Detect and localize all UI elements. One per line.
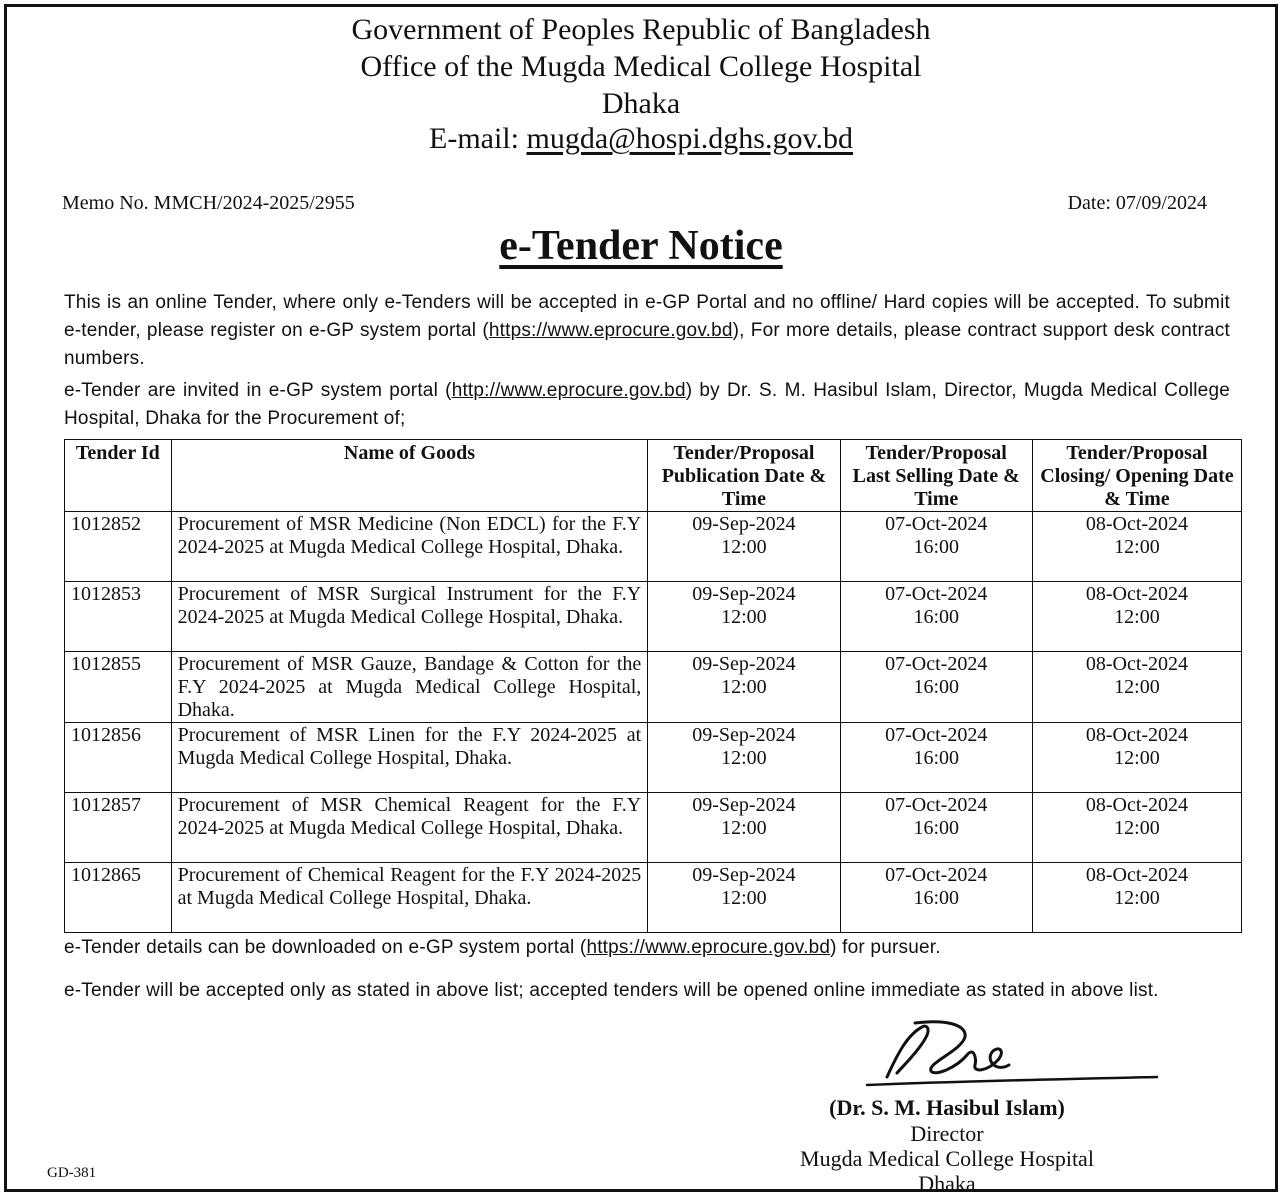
cell-closing-close-time: 12:00 [1114,817,1160,839]
cell-publication-pub-date: 09-Sep-2024 [692,864,796,886]
table-header-row [65,440,1242,512]
cell-last-selling [840,652,1032,723]
cell-publication-pub-time: 12:00 [721,887,767,909]
cell-last-selling-sell-date: 07-Oct-2024 [885,724,988,746]
header-publication: Tender/Proposal Publication Date & Time [648,440,840,512]
cell-last-selling-sell-time: 16:00 [913,747,960,769]
cell-last-selling-sell-date: 07-Oct-2024 [885,513,988,535]
cell-closing [1032,582,1241,652]
cell-closing-close-date: 08-Oct-2024 [1085,864,1189,886]
cell-closing [1032,512,1241,582]
table-row [65,652,1242,723]
cell-publication [648,652,840,723]
cell-tender-id [65,512,172,582]
cell-last-selling [840,863,1032,933]
cell-publication-pub-date: 09-Sep-2024 [692,724,796,746]
header-office: Office of the Mugda Medical College Hospital [360,50,922,83]
cell-tender-id-id: 1012856 [71,724,141,746]
cell-closing [1032,793,1241,863]
notice-page [4,4,1278,1196]
cell-last-selling [840,723,1032,793]
page-title: e-Tender Notice [499,223,783,269]
memo-number: Memo No. MMCH/2024-2025/2955 [62,192,355,214]
cell-tender-id [65,863,172,933]
notice-date: Date: 07/09/2024 [1067,192,1207,214]
tender-table [64,439,1242,933]
cell-publication-pub-time: 12:00 [721,676,767,698]
cell-publication-pub-date: 09-Sep-2024 [692,794,796,816]
cell-publication-pub-date: 09-Sep-2024 [692,653,796,675]
intro-paragraph-1: This is an online Tender, where only e-Tenders will be accepted in e-GP Portal and no offline/ Hard copies will be accepted. To submit e-tender, please register on e-GP system portal (https://www.eprocure.gov.bd), For more details, please contract support desk contract numbers. [64,292,1231,369]
header-email-line [7,120,1275,158]
cell-tender-id-id: 1012857 [71,794,141,816]
cell-publication [648,863,840,933]
cell-last-selling-sell-date: 07-Oct-2024 [885,794,988,816]
cell-name-of-goods [171,512,648,582]
eprocure-link[interactable]: https://www.eprocure.gov.bd [488,320,733,341]
header-government: Government of Peoples Republic of Bangladesh [351,13,931,46]
eprocure-link[interactable]: https://www.eprocure.gov.bd [586,937,831,958]
cell-publication-pub-time: 12:00 [721,606,767,628]
cell-publication-pub-time: 12:00 [721,747,767,769]
details-note: e-Tender details can be downloaded on e-GP system portal (https://www.eprocure.gov.bd) for pursuer. [64,937,941,958]
cell-name-of-goods-name: Procurement of MSR Linen for the F.Y 2024-2025 at Mugda Medical College Hospital, Dhaka. [177,724,642,769]
cell-tender-id-id: 1012852 [71,513,141,535]
cell-closing-close-date: 08-Oct-2024 [1085,653,1189,675]
cell-name-of-goods [171,863,648,933]
intro-paragraph-2: e-Tender are invited in e-GP system portal (http://www.eprocure.gov.bd) by Dr. S. M. Hasibul Islam, Director, Mugda Medical College Hospital, Dhaka for the Procurement of; [64,380,1230,429]
cell-closing-close-time: 12:00 [1114,887,1160,909]
cell-closing-close-time: 12:00 [1114,606,1160,628]
header-city: Dhaka [601,87,681,120]
cell-closing-close-time: 12:00 [1114,676,1160,698]
email-address[interactable]: mugda@hospi.dghs.gov.bd [526,122,853,155]
cell-name-of-goods [171,723,648,793]
cell-name-of-goods [171,793,648,863]
cell-publication [648,512,840,582]
cell-tender-id [65,652,172,723]
cell-name-of-goods-name: Procurement of MSR Surgical Instrument for the F.Y 2024-2025 at Mugda Medical College Hospital, Dhaka. [177,583,642,628]
header-closing: Tender/Proposal Closing/ Opening Date & Time [1032,440,1241,512]
signatory-office: Mugda Medical College Hospital [800,1146,1094,1171]
table-row [65,512,1242,582]
cell-tender-id [65,582,172,652]
cell-closing-close-date: 08-Oct-2024 [1085,794,1189,816]
cell-closing-close-time: 12:00 [1114,747,1160,769]
acceptance-note: e-Tender will be accepted only as stated in above list; accepted tenders will be opened online immediate as stated in above list. [64,980,1159,1001]
cell-closing [1032,723,1241,793]
table-row [65,863,1242,933]
header-last-selling: Tender/Proposal Last Selling Date & Time [840,440,1032,512]
table-row [65,793,1242,863]
cell-last-selling-sell-date: 07-Oct-2024 [885,653,988,675]
cell-last-selling-sell-time: 16:00 [913,676,960,698]
signatory-name: (Dr. S. M. Hasibul Islam) [829,1095,1065,1120]
cell-tender-id [65,793,172,863]
cell-publication-pub-date: 09-Sep-2024 [692,513,796,535]
cell-last-selling [840,512,1032,582]
table-row [65,723,1242,793]
cell-closing-close-date: 08-Oct-2024 [1085,583,1189,605]
header-name-of-goods: Name of Goods [171,440,648,512]
cell-name-of-goods-name: Procurement of MSR Gauze, Bandage & Cotton for the F.Y 2024-2025 at Mugda Medical College Hospital, Dhaka. [177,653,642,721]
header-tender-id: Tender Id [65,440,172,512]
cell-last-selling [840,582,1032,652]
form-code: GD-381 [47,1165,97,1181]
cell-last-selling-sell-date: 07-Oct-2024 [885,864,988,886]
signature-icon [827,1015,1167,1097]
cell-tender-id-id: 1012853 [71,583,141,605]
cell-last-selling-sell-time: 16:00 [913,606,960,628]
table-row [65,582,1242,652]
eprocure-link[interactable]: http://www.eprocure.gov.bd [451,380,686,401]
cell-last-selling [840,793,1032,863]
cell-last-selling-sell-time: 16:00 [913,817,960,839]
email-label: E-mail: [429,122,527,155]
cell-last-selling-sell-time: 16:00 [913,536,960,558]
cell-closing-close-time: 12:00 [1114,536,1160,558]
cell-last-selling-sell-time: 16:00 [913,887,960,909]
cell-publication [648,582,840,652]
cell-publication [648,723,840,793]
signatory-designation: Director [910,1121,984,1146]
signatory-city: Dhaka [918,1171,976,1196]
cell-publication [648,793,840,863]
cell-name-of-goods [171,582,648,652]
cell-tender-id-id: 1012855 [71,653,141,675]
cell-name-of-goods-name: Procurement of MSR Chemical Reagent for the F.Y 2024-2025 at Mugda Medical College Hospital, Dhaka. [177,794,642,839]
cell-name-of-goods [171,652,648,723]
cell-closing [1032,652,1241,723]
cell-publication-pub-time: 12:00 [721,817,767,839]
cell-publication-pub-date: 09-Sep-2024 [692,583,796,605]
cell-last-selling-sell-date: 07-Oct-2024 [885,583,988,605]
cell-publication-pub-time: 12:00 [721,536,767,558]
cell-tender-id [65,723,172,793]
cell-name-of-goods-name: Procurement of Chemical Reagent for the F.Y 2024-2025 at Mugda Medical College Hospital, Dhaka. [177,864,642,909]
cell-name-of-goods-name: Procurement of MSR Medicine (Non EDCL) for the F.Y 2024-2025 at Mugda Medical College Hospital, Dhaka. [177,513,642,558]
cell-closing [1032,863,1241,933]
cell-closing-close-date: 08-Oct-2024 [1085,724,1189,746]
cell-tender-id-id: 1012865 [71,864,141,886]
cell-closing-close-date: 08-Oct-2024 [1085,513,1189,535]
